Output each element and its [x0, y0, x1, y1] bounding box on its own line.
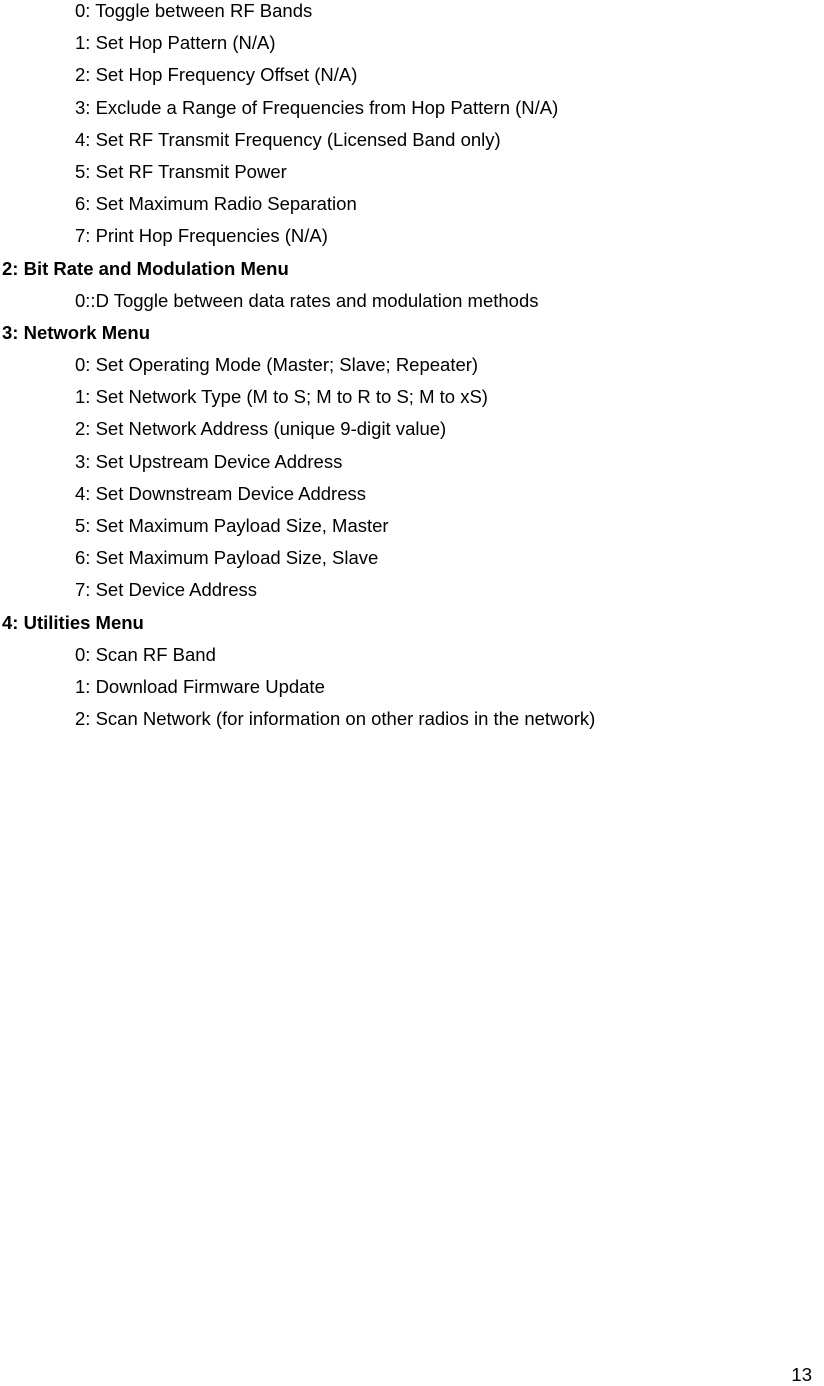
network-menu-item: 3: Set Upstream Device Address — [75, 450, 343, 472]
network-menu-item: 1: Set Network Type (M to S; M to R to S; M to xS) — [75, 386, 488, 408]
page-number: 13 — [791, 1364, 812, 1385]
network-menu-item: 7: Set Device Address — [75, 579, 258, 601]
rf-menu-item: 3: Exclude a Range of Frequencies from Hop Pattern (N/A) — [75, 96, 559, 118]
rf-menu-item: 4: Set RF Transmit Frequency (Licensed Band only) — [75, 128, 501, 150]
rf-menu-item: 1: Set Hop Pattern (N/A) — [75, 32, 276, 54]
utilities-menu-item: 1: Download Firmware Update — [75, 675, 325, 697]
network-menu-item: 2: Set Network Address (unique 9-digit value) — [75, 418, 447, 440]
rf-menu-item: 2: Set Hop Frequency Offset (N/A) — [75, 64, 358, 86]
network-menu-item: 5: Set Maximum Payload Size, Master — [75, 515, 389, 536]
network-menu-item: 4: Set Downstream Device Address — [75, 482, 366, 504]
network-menu-item: 0: Set Operating Mode (Master; Slave; Repeater) — [75, 354, 479, 376]
utilities-menu-section — [0, 612, 824, 741]
utilities-menu-item: 0: Scan RF Band — [75, 643, 216, 665]
bitrate-menu-item: 0::D Toggle between data rates and modulation methods — [75, 289, 539, 311]
rf-menu-item: 6: Set Maximum Radio Separation — [75, 193, 357, 215]
bitrate-menu-heading: 2: Bit Rate and Modulation Menu — [2, 257, 289, 279]
network-menu-section — [0, 322, 824, 612]
network-menu-heading: 3: Network Menu — [2, 321, 151, 343]
bitrate-menu-section — [0, 258, 824, 322]
rf-menu-item: 0: Toggle between RF Bands — [75, 0, 313, 21]
utilities-menu-item: 2: Scan Network (for information on other radios in the network) — [75, 708, 596, 730]
network-menu-item: 6: Set Maximum Payload Size, Slave — [75, 547, 379, 569]
rf-menu-item: 7: Print Hop Frequencies (N/A) — [75, 225, 328, 247]
rf-menu-item-list — [0, 0, 824, 258]
rf-menu-item: 5: Set RF Transmit Power — [75, 160, 287, 182]
utilities-menu-heading: 4: Utilities Menu — [2, 611, 144, 633]
